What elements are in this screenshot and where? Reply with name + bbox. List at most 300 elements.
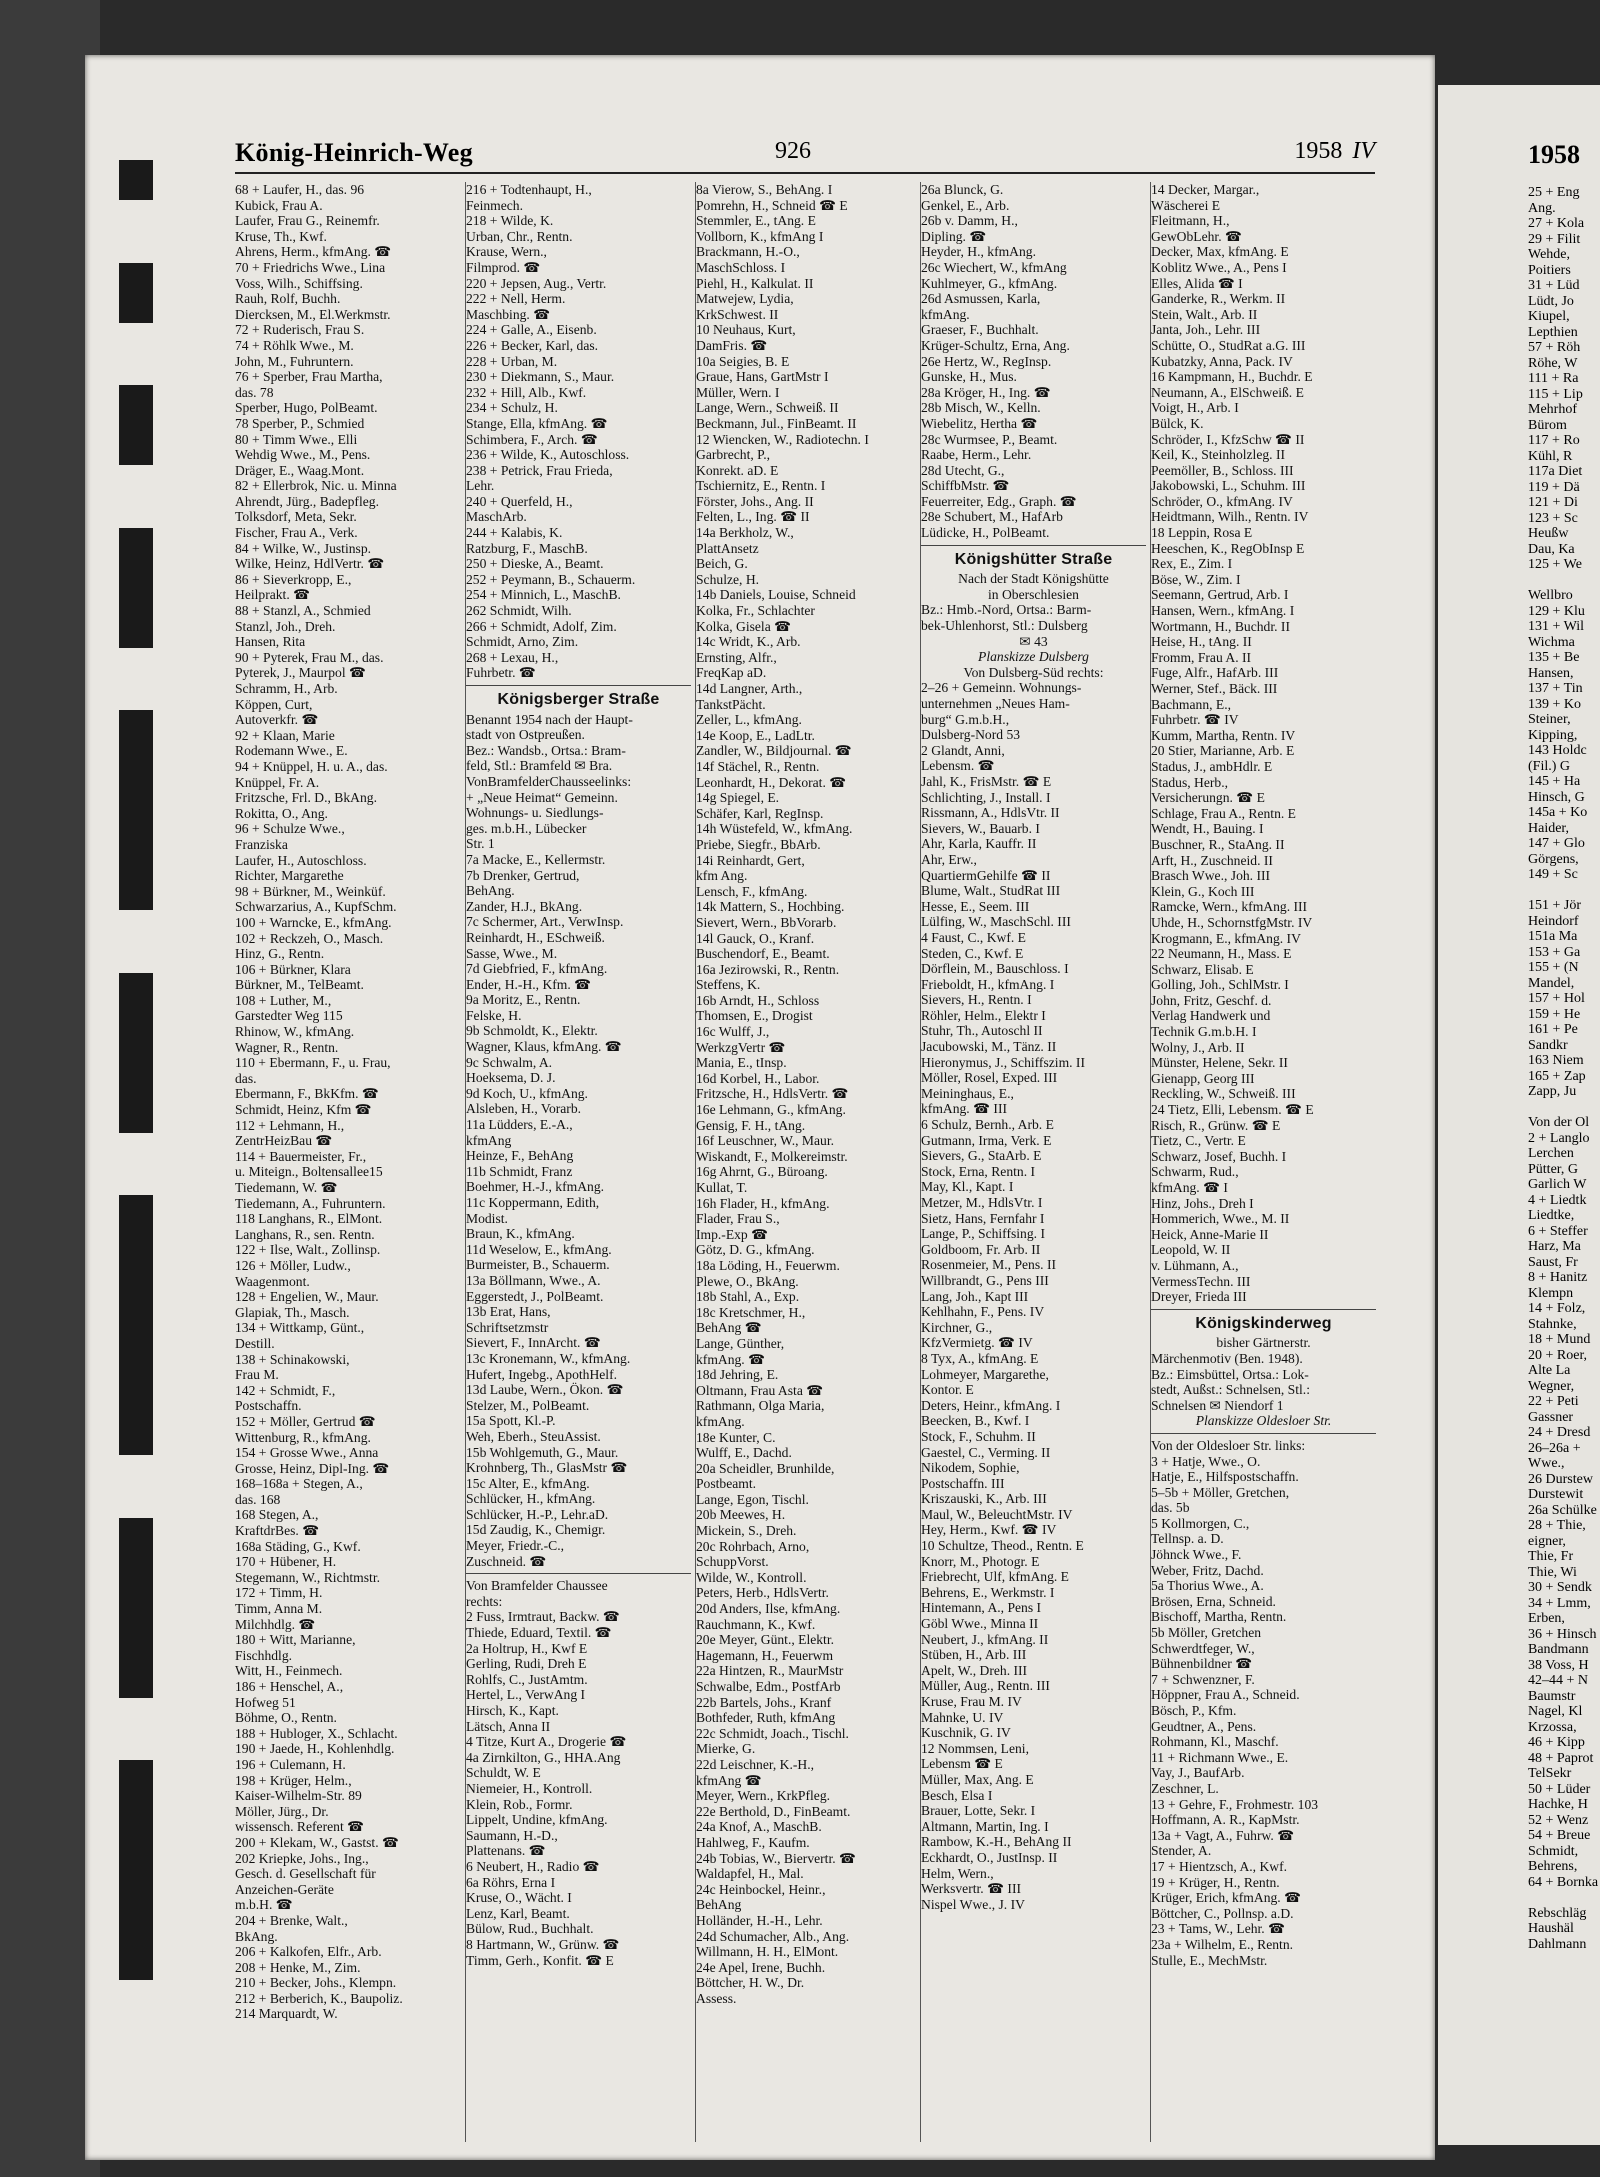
directory-entry-line: Versicherungn. ☎ E	[1151, 790, 1265, 806]
directory-entry-line: SchuppVorst.	[696, 1554, 769, 1570]
directory-entry-line: Stein, Walt., Arb. II	[1151, 306, 1258, 322]
directory-entry-line: Schlücker, H., kfmAng.	[466, 1491, 596, 1507]
directory-entry-line: Boehmer, H.-J., kfmAng.	[466, 1179, 605, 1195]
directory-entry-line: 16a Jezirowski, R., Rentn.	[696, 961, 840, 977]
directory-entry-line: Alsleben, H., Vorarb.	[466, 1101, 582, 1117]
directory-entry-line: Nikodem, Sophie,	[921, 1460, 1020, 1476]
directory-entry-line: Elles, Alida ☎ I	[1151, 275, 1243, 291]
directory-entry-line: Feinmech.	[466, 197, 524, 213]
directory-entry-line: VermessTechn. III	[1151, 1273, 1251, 1289]
directory-entry-line: 7c Schermer, Art., VerwInsp.	[466, 914, 624, 930]
directory-entry-line: Böttcher, H. W., Dr.	[696, 1975, 805, 1991]
directory-entry-line: 154 + Grosse Wwe., Anna	[235, 1445, 379, 1461]
directory-entry-line: Böhme, O., Rentn.	[235, 1710, 337, 1726]
directory-entry-line: Brackmann, H.-O.,	[696, 244, 800, 260]
directory-entry-line: Rohmann, Kl., Maschf.	[1151, 1734, 1279, 1750]
directory-entry-line: Wiebelitz, Hertha ☎	[921, 415, 1038, 431]
plan-sketch-ref: Planskizze Dulsberg	[978, 649, 1089, 665]
directory-entry-line: 28b Misch, W., Kelln.	[921, 400, 1041, 416]
directory-entry-line: Rhinow, W., kfmAng.	[235, 1024, 355, 1040]
directory-entry-line: Hoffmann, A. R., KapMstr.	[1151, 1812, 1300, 1828]
page-header	[235, 138, 1375, 174]
directory-entry-line: Verlag Handwerk und	[1151, 1008, 1271, 1024]
directory-entry-line: Zander, H.J., BkAng.	[466, 898, 583, 914]
directory-entry-line: Bühnenbildner ☎	[1151, 1656, 1253, 1672]
directory-entry-line: 122 + Ilse, Walt., Zollinsp.	[235, 1242, 381, 1258]
directory-entry-line: Timm, Anna M.	[235, 1601, 323, 1617]
directory-entry-line: 170 + Hübener, H.	[235, 1554, 337, 1570]
directory-entry-line: Werner, Stef., Bäck. III	[1151, 681, 1278, 696]
directory-entry-line: Niemeier, H., Kontroll.	[466, 1780, 593, 1796]
directory-entry-line: BehAng.	[466, 883, 515, 899]
directory-entry-line: 112 + Lehmann, H.,	[235, 1117, 345, 1133]
directory-entry-line: Destill.	[235, 1335, 275, 1351]
directory-entry-line: KraftdrBes. ☎	[235, 1523, 320, 1539]
directory-entry-line: Konrekt. aD. E	[696, 462, 779, 478]
directory-entry-line: 138 + Schinakowski,	[235, 1351, 350, 1367]
directory-entry-line: Ahr, Karla, Kauffr. II	[921, 836, 1037, 852]
directory-entry-line: Lebensm ☎ E	[921, 1756, 1003, 1772]
directory-entry-line: MaschSchloss. I	[696, 259, 786, 275]
directory-entry-line: 13c Kronemann, W., kfmAng.	[466, 1350, 631, 1366]
directory-entry-line: TankstPächt.	[696, 696, 766, 712]
directory-entry-line: Schimbera, F., Arch. ☎	[466, 431, 598, 447]
directory-entry-line: Hintemann, A., Pens I	[921, 1600, 1042, 1616]
directory-entry-line: 8 Tyx, A., kfmAng. E	[921, 1350, 1039, 1366]
directory-entry-line: Anzeichen-Geräte	[235, 1881, 334, 1897]
directory-entry-line: Müller, Max, Ang. E	[921, 1771, 1034, 1787]
directory-entry-line: Kolka, Fr., Schlachter	[696, 603, 815, 619]
directory-entry-line: MaschArb.	[466, 509, 527, 525]
directory-entry-line: u. Miteign., Boltensallee15	[235, 1164, 383, 1180]
directory-entry-line: 202 Kriepke, Johs., Ing.,	[235, 1850, 369, 1866]
directory-entry-line: 10a Seigies, B. E	[696, 353, 790, 369]
directory-entry-line: 20c Rohrbach, Arno,	[696, 1538, 810, 1554]
directory-entry-line: Neubert, J., kfmAng. II	[921, 1631, 1049, 1647]
directory-entry-line: Sievert, Wern., BbVorarb.	[696, 914, 837, 930]
directory-entry-line: Laufer, Frau G., Reinemfr.	[235, 213, 380, 229]
directory-entry-line: 230 + Diekmann, S., Maur.	[466, 369, 615, 385]
directory-entry-line: Meyer, Friedr.-C.,	[466, 1538, 564, 1554]
directory-entry-line: 92 + Klaan, Marie	[235, 727, 335, 743]
directory-entry-line: 14g Spiegel, E.	[696, 790, 780, 806]
directory-entry-line: 80 + Timm Wwe., Elli	[235, 431, 358, 447]
directory-entry-line: Janta, Joh., Lehr. III	[1151, 322, 1261, 338]
directory-entry-line: Hirsch, K., Kapt.	[466, 1703, 559, 1718]
directory-entry-line: 20 Stier, Marianne, Arb. E	[1151, 743, 1295, 759]
directory-entry-line: Köppen, Curt,	[235, 696, 313, 712]
directory-entry-line: 23a + Wilhelm, E., Rentn.	[1151, 1936, 1294, 1952]
directory-entry-line: Apelt, W., Dreh. III	[921, 1662, 1028, 1678]
directory-entry-line: Schlichting, J., Install. I	[921, 789, 1051, 805]
directory-entry-line: Assess.	[696, 1990, 737, 2006]
directory-entry-line: 134 + Wittkamp, Günt.,	[235, 1320, 365, 1336]
directory-entry-line: Förster, Johs., Ang. II	[696, 493, 814, 509]
directory-entry-line: Postschaffn.	[235, 1398, 302, 1414]
directory-entry-line: Hufert, Ingebg., ApothHelf.	[466, 1366, 618, 1382]
directory-entry-line: Wolny, J., Arb. II	[1151, 1039, 1245, 1055]
directory-entry-line: Kruse, Th., Kwf.	[235, 228, 327, 244]
section-rule	[466, 1573, 691, 1574]
column-4	[920, 182, 1146, 2142]
directory-entry-line: Hommerich, Wwe., M. II	[1151, 1211, 1290, 1227]
directory-entry-line: Beich, G.	[696, 556, 748, 572]
directory-entry-line: Reinhardt, H., ESchweiß.	[466, 929, 605, 945]
column-5	[1150, 182, 1376, 2142]
year-part	[1294, 138, 1375, 165]
directory-entry-line: Diercksen, M., El.Werkmstr.	[235, 306, 391, 322]
section-rule	[466, 685, 691, 686]
directory-entry-line: Ramcke, Wern., kfmAng. III	[1151, 899, 1308, 915]
directory-entry-line: Lang, Joh., Kapt III	[921, 1288, 1029, 1304]
directory-entry-line: 186 + Henschel, A.,	[235, 1679, 344, 1694]
directory-entry-line: Stock, Erna, Rentn. I	[921, 1163, 1036, 1179]
directory-entry-line: 100 + Warncke, E., kfmAng.	[235, 914, 392, 930]
directory-entry-line: Wagner, R., Rentn.	[235, 1039, 339, 1055]
directory-entry-line: 224 + Galle, A., Eisenb.	[466, 322, 597, 338]
directory-entry-line: Bachmann, E.,	[1151, 696, 1232, 712]
directory-entry-line: Wilde, W., Kontroll.	[696, 1569, 807, 1585]
directory-entry-line: 9d Koch, U., kfmAng.	[466, 1085, 588, 1101]
directory-entry-line: Hagemann, H., Feuerwm	[696, 1647, 834, 1663]
directory-entry-line: 86 + Sieverkropp, E.,	[235, 571, 352, 587]
directory-entry-line: Beckmann, Jul., FinBeamt. II	[696, 415, 857, 431]
directory-entry-line: Böttcher, C., Pollnsp. a.D.	[1151, 1905, 1294, 1921]
directory-entry-line: Fuhrbetr. ☎ IV	[1151, 712, 1239, 728]
directory-entry-line: 18 Leppin, Rosa E	[1151, 525, 1253, 541]
directory-entry-line: Dipling. ☎	[921, 228, 987, 244]
directory-entry-line: Rauh, Rolf, Buchh.	[235, 291, 341, 307]
directory-entry-line: 206 + Kalkofen, Elfr., Arb.	[235, 1944, 382, 1960]
directory-entry-line: 22a Hintzen, R., MaurMstr	[696, 1663, 844, 1679]
directory-entry-line: + „Neue Heimat“ Gemeinn.	[466, 789, 618, 805]
directory-entry-line: Timm, Gerh., Konfit. ☎ E	[466, 1952, 614, 1968]
directory-entry-line: burg“ G.m.b.H.,	[921, 711, 1010, 727]
directory-entry-line: Mania, E., tInsp.	[696, 1055, 787, 1071]
directory-entry-line: KfzVermietg. ☎ IV	[921, 1335, 1033, 1351]
directory-entry-line: Autoverkfr. ☎	[235, 712, 319, 728]
directory-entry-line: 13 + Gehre, F., Frohmestr. 103	[1151, 1796, 1319, 1812]
directory-entry-line: Jacubowski, M., Tänz. II	[921, 1039, 1057, 1055]
directory-entry-line: 18b Stahl, A., Exp.	[696, 1289, 800, 1305]
directory-entry-line: Plattenans. ☎	[466, 1843, 546, 1859]
directory-entry-line: Mierke, G.	[696, 1741, 756, 1757]
directory-entry-line: 13b Erat, Hans,	[466, 1304, 551, 1320]
directory-entry-line: Knorr, M., Photogr. E	[921, 1553, 1040, 1569]
directory-entry-line: Stegemann, W., Richtmstr.	[235, 1569, 380, 1585]
directory-entry-line: 18c Kretschmer, H.,	[696, 1304, 806, 1320]
directory-entry-line: Steffens, K.	[696, 977, 761, 993]
directory-entry-line: Stuhr, Th., Autoschl II	[921, 1023, 1043, 1039]
directory-entry-line: Hey, Herm., Kwf. ☎ IV	[921, 1522, 1057, 1538]
directory-entry-line: Lenz, Karl, Beamt.	[466, 1905, 570, 1921]
directory-entry-line: 5a Thorius Wwe., A.	[1151, 1578, 1264, 1594]
directory-entry-line: 228 + Urban, M.	[466, 353, 558, 369]
directory-entry-line: Richter, Margarethe	[235, 868, 344, 884]
directory-entry-line: Schmidt, Heinz, Kfm ☎	[235, 1102, 372, 1118]
directory-entry-line: Seemann, Gertrud, Arb. I	[1151, 587, 1289, 603]
directory-entry-line: Priebe, Siegfr., BbArb.	[696, 836, 821, 852]
directory-entry-line: Frau M.	[235, 1367, 279, 1383]
street-heading: König-Heinrich-Weg	[235, 138, 473, 167]
directory-entry-line: BehAng ☎	[696, 1320, 762, 1336]
directory-entry-line: 26e Hertz, W., RegInsp.	[921, 353, 1052, 369]
directory-entry-line: Wendt, H., Bauing. I	[1151, 821, 1264, 837]
directory-entry-line: 14i Reinhardt, Gert,	[696, 852, 805, 868]
directory-entry-line: 13d Laube, Wern., Ökon. ☎	[466, 1382, 624, 1398]
directory-entry-line: Lebensm. ☎	[921, 758, 995, 774]
column-3	[695, 182, 921, 2142]
column-1	[235, 182, 460, 2142]
directory-entry-line: Stelzer, M., PolBeamt.	[466, 1397, 590, 1413]
directory-entry-line: Sasse, Wwe., M.	[466, 945, 558, 961]
directory-entry-line: Fuhrbetr. ☎	[466, 665, 536, 681]
directory-entry-line: Wittenburg, R., kfmAng.	[235, 1429, 371, 1445]
directory-entry-line: 78 Sperber, P., Schmied	[235, 415, 365, 431]
directory-entry-line: John, Fritz, Geschf. d.	[1151, 992, 1272, 1008]
directory-entry-line: Schlage, Frau A., Rentn. E	[1151, 805, 1296, 821]
directory-entry-line: Ernsting, Alfr.,	[696, 649, 777, 665]
directory-entry-line: Schwarzarius, A., KupfSchm.	[235, 899, 397, 915]
directory-entry-line: 196 + Culemann, H.	[235, 1756, 346, 1772]
directory-entry-line: Lätsch, Anna II	[466, 1718, 551, 1734]
directory-entry-line: Stange, Ella, kfmAng. ☎	[466, 415, 608, 431]
directory-entry-line: 6a Röhrs, Erna I	[466, 1874, 556, 1890]
directory-entry-line: 10 Schultze, Theod., Rentn. E	[921, 1538, 1084, 1554]
directory-entry-line: 16b Arndt, H., Schloss	[696, 992, 820, 1008]
directory-entry-line: 18e Kunter, C.	[696, 1429, 776, 1445]
directory-entry-line: 15c Alter, E., kfmAng.	[466, 1475, 590, 1491]
directory-entry-line: Keil, K., Steinholzleg. II	[1151, 447, 1286, 463]
directory-entry-line: 208 + Henke, M., Zim.	[235, 1959, 361, 1975]
directory-entry-line: Rex, E., Zim. I	[1151, 556, 1233, 572]
directory-entry-line: 16f Leuschner, W., Maur.	[696, 1133, 835, 1149]
directory-entry-line: Witt, H., Feinmech.	[235, 1663, 343, 1679]
directory-entry-line: 28e Schubert, M., HafArb	[921, 509, 1063, 525]
directory-entry-line: Maul, W., BeleuchtMstr. IV	[921, 1506, 1073, 1522]
directory-entry-line: Krohnberg, Th., GlasMstr ☎	[466, 1460, 628, 1476]
directory-entry-line: 6 Schulz, Bernh., Arb. E	[921, 1117, 1054, 1133]
directory-entry-line: 102 + Reckzeh, O., Masch.	[235, 930, 384, 946]
directory-entry-line: 22 Neumann, H., Mass. E	[1151, 946, 1292, 962]
directory-entry-line: Kehlhahn, F., Pens. IV	[921, 1304, 1045, 1320]
directory-entry-line: Schwerdtfeger, W.,	[1151, 1640, 1255, 1656]
directory-entry-line: Schnelsen ✉ Niendorf 1	[1151, 1397, 1284, 1413]
directory-entry-line: 218 + Wilde, K.	[466, 213, 554, 229]
directory-entry-line: Mickein, S., Dreh.	[696, 1523, 797, 1539]
directory-entry-line: Helm, Wern.,	[921, 1865, 994, 1881]
directory-entry-line: 16e Lehmann, G., kfmAng.	[696, 1102, 846, 1118]
directory-entry-line: Geudtner, A., Pens.	[1151, 1718, 1257, 1734]
directory-entry-line: kfmAng.	[696, 1413, 745, 1429]
directory-entry-line: Bez.: Wandsb., Ortsa.: Bram-	[466, 742, 626, 758]
directory-entry-line: 24b Tobias, W., Biervertr. ☎	[696, 1850, 856, 1866]
directory-entry-line: 9a Moritz, E., Rentn.	[466, 992, 581, 1008]
page-number: 926	[775, 138, 811, 164]
directory-entry-line: kfmAng ☎	[696, 1772, 762, 1788]
directory-entry-line: Risch, R., Grünw. ☎ E	[1151, 1117, 1281, 1133]
directory-entry-line: Vollborn, K., kfmAng I	[696, 228, 824, 244]
directory-entry-line: Peters, Herb., HdlsVertr.	[696, 1585, 829, 1601]
directory-entry-line: Friebrecht, Ulf, kfmAng. E	[921, 1569, 1069, 1585]
directory-entry-line: 14f Stächel, R., Rentn.	[696, 758, 820, 774]
directory-entry-line: Krüger, Erich, kfmAng. ☎	[1151, 1890, 1302, 1906]
year: 1958	[1294, 138, 1343, 164]
directory-entry-line: 72 + Ruderisch, Frau S.	[235, 322, 365, 338]
directory-entry-line: Ratzburg, F., MaschB.	[466, 540, 588, 556]
directory-entry-line: Götz, D. G., kfmAng.	[696, 1242, 815, 1258]
directory-entry-line: 198 + Krüger, Helm.,	[235, 1772, 352, 1788]
directory-entry-line: Braun, K., kfmAng.	[466, 1226, 575, 1242]
directory-entry-line: 238 + Petrick, Frau Frieda,	[466, 462, 613, 478]
directory-entry-line: Gutmann, Irma, Verk. E	[921, 1132, 1052, 1148]
directory-entry-line: 128 + Engelien, W., Maur.	[235, 1289, 379, 1305]
directory-entry-line: Tiedemann, W. ☎	[235, 1180, 338, 1195]
directory-entry-line: Höppner, Frau A., Schneid.	[1151, 1687, 1300, 1703]
directory-entry-line: Milchhdlg. ☎	[235, 1616, 316, 1632]
directory-entry-line: Krogmann, E., kfmAng. IV	[1151, 930, 1301, 946]
directory-entry-line: Voigt, H., Arb. I	[1151, 400, 1239, 416]
directory-entry-line: 114 + Bauermeister, Fr.,	[235, 1148, 367, 1164]
directory-entry-line: Wohnungs- u. Siedlungs-	[466, 805, 604, 821]
directory-entry-line: Heyder, H., kfmAng.	[921, 244, 1036, 260]
directory-entry-line: ges. m.b.H., Lübecker	[466, 820, 587, 836]
directory-entry-line: Arft, H., Zuschneid. II	[1151, 852, 1273, 868]
directory-entry-line: 10 Neuhaus, Kurt,	[696, 322, 796, 338]
directory-entry-line: Bischoff, Martha, Rentn.	[1151, 1609, 1287, 1625]
directory-entry-line: 13a + Vagt, A., Fuhrw. ☎	[1151, 1827, 1295, 1843]
directory-entry-line: 26c Wiechert, W., kfmAng	[921, 259, 1067, 275]
directory-entry-line: 22d Leischner, K.-H.,	[696, 1756, 814, 1772]
directory-entry-line: 14k Mattern, S., Hochbing.	[696, 899, 845, 915]
directory-entry-line: 234 + Schulz, H.	[466, 400, 558, 416]
directory-entry-line: Ganderke, R., Werkm. II	[1151, 291, 1286, 307]
directory-entry-line: 106 + Bürkner, Klara	[235, 961, 351, 977]
directory-entry-line: Hansen, Wern., kfmAng. I	[1151, 603, 1295, 619]
next-page-lines: 25 + Eng Ang. 27 + Kola 29 + Filit Wehde, Poitiers 31 + Lüd Lüdt, Jo Kiupel, Lepthien 57 + Röh Röhe, W 111 + Ra 115 + Lip Mehrhof Bürom 117 + Ro Kühl, R 117a Diet 119 + Dä 121 + Di 123 + Sc Heußw Dau, Ka 125 + We Wellbro 129 + Klu 131 + Wil Wichma 135 + Be Hansen, 137 + Tin 139 + Ko Steiner, Kipping, 143 Holdc (Fil.) G 145 + Ha Hinsch, G 145a + Ko Haider, 147 + Glo Görgens, 149 + Sc 151 + Jör Heindorf 151a Ma 153 + Ga 155 + (N Mandel, 157 + Hol 159 + He 161 + Pe Sandkr 163 Niem 165 + Zap Zapp, Ju Von der Ol 2 + Langlo Lerchen Pütter, G Garlich W 4 + Liedtk Liedtke, 6 + Steffer Harz, Ma Saust, Fr 8 + Hanitz Klempn 14 + Folz, Stahnke, 18 + Mund 20 + Roer, Alte La Wegner, 22 + Peti Gassner 24 + Dresd 26–26a + Wwe., 26 Durstew Durstewit 26a Schülke 28 + Thie, eigner, Thie, Fr Thie, Wi 30 + Sendk 34 + Lmm, Erben, 36 + Hinsch Bandmann 38 Voss, H 42–44 + N Baumstr Nagel, Kl Krzossa, 46 + Kipp 48 + Paprot TelSekr 50 + Lüder Hachke, H 52 + Wenz 54 + Breue Schmidt, Behrens, 64 + Bornka Rebschläg Haushäl Dahlmann	[1528, 185, 1599, 1952]
directory-entry-line: Kubatzky, Anna, Pack. IV	[1151, 353, 1293, 369]
directory-entry-line: Steden, C., Kwf. E	[921, 945, 1024, 961]
directory-entry-line: Gensig, F. H., tAng.	[696, 1117, 806, 1133]
directory-entry-line: Gerling, Rudi, Dreh E	[466, 1656, 587, 1672]
directory-entry-line: Eckhardt, O., JustInsp. II	[921, 1849, 1058, 1865]
directory-entry-line: Müller, Aug., Rentn. III	[921, 1678, 1050, 1694]
directory-entry-line: 11a Lüdders, E.-A.,	[466, 1117, 573, 1133]
directory-entry-line: Peemöller, B., Schloss. III	[1151, 462, 1294, 478]
directory-entry-line: 250 + Dieske, A., Beamt.	[466, 556, 604, 572]
directory-entry-line: Heick, Anne-Marie II	[1151, 1226, 1269, 1242]
directory-entry-line: 14c Wridt, K., Arb.	[696, 634, 801, 650]
directory-entry-line: unternehmen „Neues Ham-	[921, 696, 1070, 711]
directory-entry-line: 24e Apel, Irene, Buchh.	[696, 1959, 826, 1975]
directory-entry-line: Saumann, H.-D.,	[466, 1827, 558, 1843]
directory-entry-line: Lensch, F., kfmAng.	[696, 883, 808, 899]
directory-entry-line: Müller, Wern. I	[696, 384, 780, 400]
directory-entry-line: Tiedemann, A., Fuhruntern.	[235, 1195, 386, 1211]
directory-entry-line: Sievers, H., Rentn. I	[921, 992, 1032, 1008]
directory-entry-line: Heeschen, K., RegObInsp E	[1151, 540, 1305, 556]
directory-entry-line: m.b.H. ☎	[235, 1897, 293, 1913]
directory-entry-line: 74 + Röhlk Wwe., M.	[235, 337, 354, 353]
directory-entry-line: Vay, J., BaufArb.	[1151, 1765, 1245, 1781]
directory-entry-line: Kruse, O., Wächt. I	[466, 1890, 572, 1906]
directory-entry-line: 252 + Peymann, B., Schauerm.	[466, 571, 636, 587]
directory-entry-line: 7b Drenker, Gertrud,	[466, 867, 580, 883]
directory-entry-line: Hatje, E., Hilfspostschaffn.	[1151, 1469, 1299, 1485]
directory-entry-line: Kullat, T.	[696, 1180, 748, 1195]
directory-entry-line: Bülck, K.	[1151, 415, 1204, 431]
directory-entry-line: Stanzl, Joh., Dreh.	[235, 618, 336, 634]
directory-entry-line: stedt, Außst.: Schnelsen, Stl.:	[1151, 1382, 1310, 1398]
directory-entry-line: Voss, Wilh., Schiffsing.	[235, 275, 363, 291]
street-section-heading: Königshütter Straße	[954, 550, 1113, 568]
directory-entry-line: Bz.: Eimsbüttel, Ortsa.: Lok-	[1151, 1366, 1309, 1382]
directory-entry-line: Koblitz Wwe., A., Pens I	[1151, 259, 1287, 275]
street-note: ✉ 43	[1019, 633, 1048, 649]
directory-entry-line: Bürkner, M., TelBeamt.	[235, 977, 364, 993]
directory-entry-line: 5–5b + Möller, Gretchen,	[1151, 1484, 1290, 1500]
directory-entry-line: 168 Stegen, A.,	[235, 1507, 319, 1523]
directory-entry-line: Beecken, B., Kwf. I	[921, 1413, 1030, 1429]
directory-entry-line: 222 + Nell, Herm.	[466, 291, 566, 307]
directory-entry-line: Rathmann, Olga Maria,	[696, 1398, 825, 1414]
directory-entry-line: Hieronymus, J., Schiffszim. II	[921, 1054, 1085, 1070]
next-page-edge	[1438, 85, 1600, 2145]
directory-entry-line: Rauchmann, K., Kwf.	[696, 1616, 816, 1632]
directory-entry-line: Filmprod. ☎	[466, 259, 541, 275]
directory-entry-line: Graue, Hans, GartMstr I	[696, 369, 829, 385]
directory-entry-line: kfmAng. ☎ I	[1151, 1180, 1228, 1195]
directory-entry-line: Weh, Eberh., SteuAssist.	[466, 1428, 601, 1444]
directory-entry-line: Wulff, E., Dachd.	[696, 1445, 792, 1461]
directory-entry-line: Uhde, H., SchornstfgMstr. IV	[1151, 914, 1313, 930]
directory-entry-line: 28c Wurmsee, P., Beamt.	[921, 431, 1058, 447]
directory-entry-line: Schuldt, W. E	[466, 1765, 541, 1781]
directory-entry-line: Laufer, H., Autoschloss.	[235, 852, 367, 868]
directory-entry-line: Lange, Günther,	[696, 1335, 785, 1351]
directory-entry-line: 14 Decker, Margar.,	[1151, 182, 1260, 197]
directory-entry-line: 254 + Minnich, L., MaschB.	[466, 587, 621, 603]
directory-entry-line: 9b Schmoldt, K., Elektr.	[466, 1023, 598, 1039]
directory-entry-line: Technik G.m.b.H. I	[1151, 1024, 1257, 1040]
directory-entry-line: Brauer, Lotte, Sekr. I	[921, 1803, 1036, 1819]
directory-entry-line: ZentrHeizBau ☎	[235, 1133, 333, 1149]
directory-entry-line: bek-Uhlenhorst, Stl.: Dulsberg	[921, 618, 1088, 634]
directory-entry-line: 15b Wohlgemuth, G., Maur.	[466, 1444, 619, 1460]
directory-entry-line: 5b Möller, Gretchen	[1151, 1625, 1262, 1641]
directory-entry-line: FreqKap aD.	[696, 665, 767, 681]
directory-entry-line: v. Lühmann, A.,	[1151, 1257, 1239, 1273]
directory-entry-line: Rissmann, A., HdlsVtr. II	[921, 805, 1060, 821]
directory-entry-line: Buschendorf, E., Beamt.	[696, 946, 830, 962]
directory-entry-line: Schäfer, Karl, RegInsp.	[696, 805, 824, 821]
directory-entry-line: BkAng.	[235, 1928, 278, 1944]
directory-entry-line: wissensch. Referent ☎	[235, 1819, 365, 1835]
directory-entry-line: Ahrendt, Jürg., Badepfleg.	[235, 493, 379, 509]
directory-entry-line: Besch, Elsa I	[921, 1787, 993, 1803]
directory-entry-line: Leopold, W. II	[1151, 1242, 1231, 1258]
directory-entry-line: stadt von Ostpreußen.	[466, 727, 585, 743]
directory-entry-line: Kuhlmeyer, G., kfmAng.	[921, 275, 1058, 291]
directory-entry-line: 7d Giebfried, F., kfmAng.	[466, 961, 608, 977]
directory-entry-line: Nispel Wwe., J. IV	[921, 1896, 1025, 1912]
directory-entry-line: 2a Holtrup, H., Kwf E	[466, 1640, 588, 1656]
directory-entry-line: 142 + Schmidt, F.,	[235, 1382, 336, 1398]
directory-entry-line: PlattAnsetz	[696, 540, 759, 556]
directory-entry-line: Postbeamt.	[696, 1476, 757, 1492]
directory-entry-line: Pomrehn, H., Schneid ☎ E	[696, 197, 848, 213]
directory-entry-line: Piehl, H., Kalkulat. II	[696, 275, 814, 291]
